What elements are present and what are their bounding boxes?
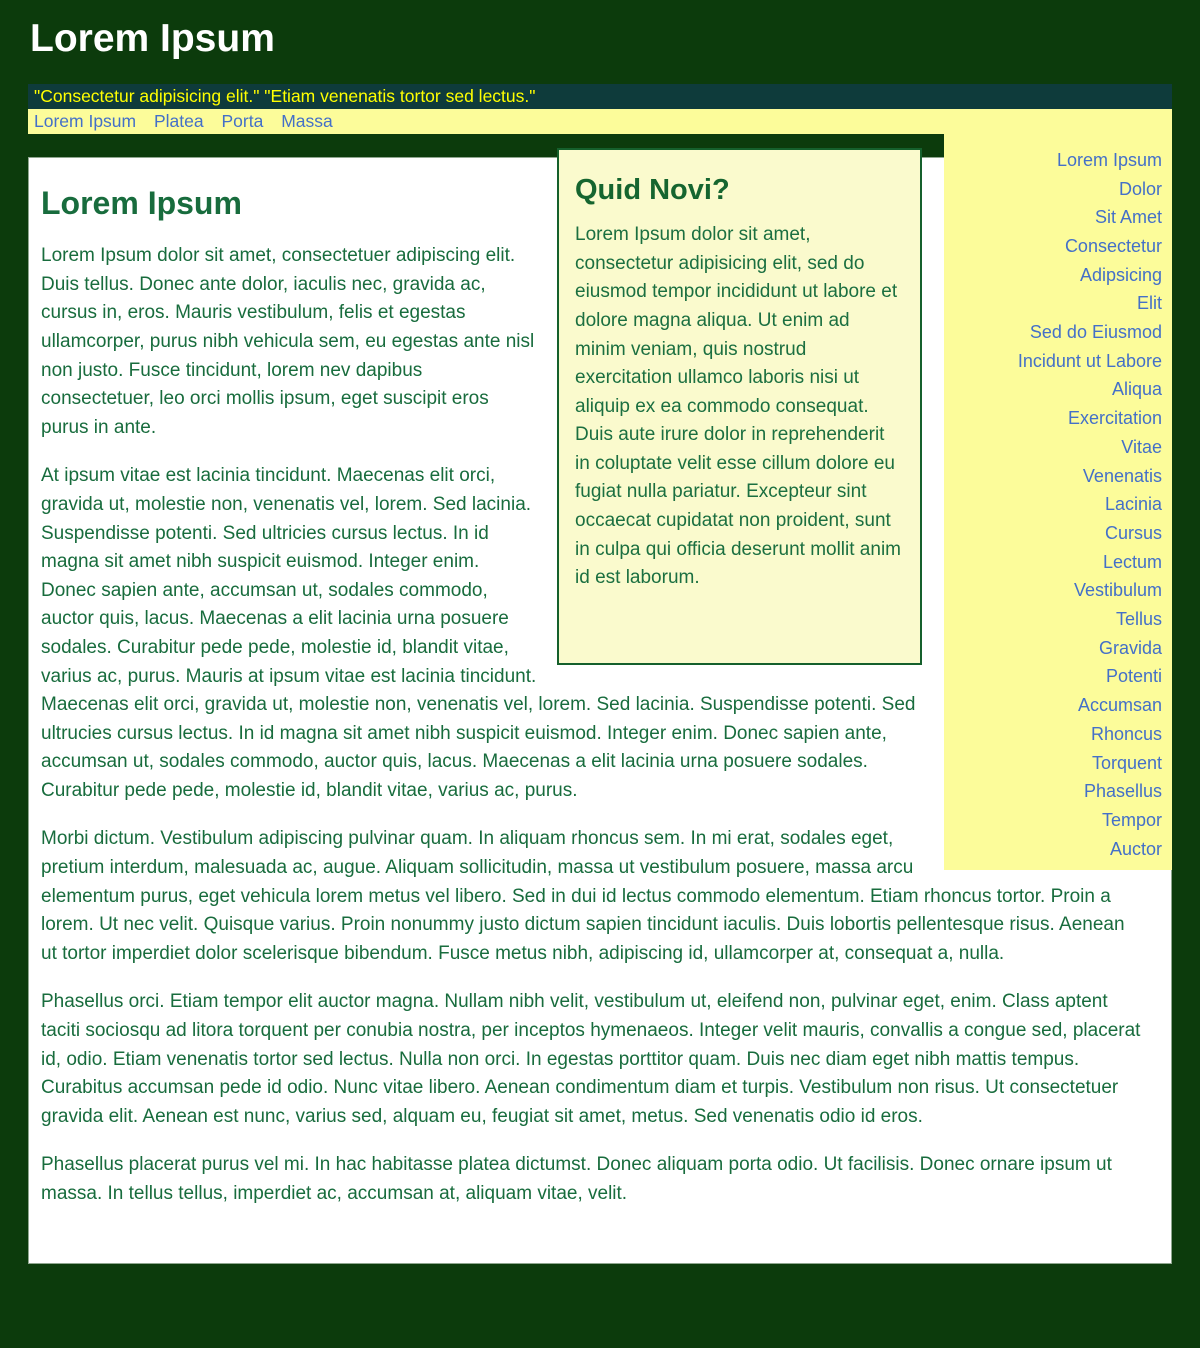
sidebar xyxy=(944,133,1172,870)
sidebar-link-vitae[interactable]: Vitae xyxy=(1121,436,1162,457)
sidebar-link-venenatis[interactable]: Venenatis xyxy=(1082,465,1162,486)
content-paragraph-5: Phasellus placerat purus vel mi. In hac habitasse platea dictumst. Donec aliquam porta odio. Ut facilisis. Donec ornare ipsum ut massa. In tellus tellus, imperdiet ac, accumsan at, aliquam vitae, velit. xyxy=(41,1154,1112,1204)
sidebar-link-incidunt-ut-labore[interactable]: Incidunt ut Labore xyxy=(1017,350,1162,371)
sidebar-link-auctor[interactable]: Auctor xyxy=(1109,838,1162,859)
sidebar-link-adipsicing[interactable]: Adipsicing xyxy=(1079,264,1162,285)
sidebar-link-potenti[interactable]: Potenti xyxy=(1105,666,1162,687)
quid-novi-text: Lorem Ipsum dolor sit amet, consectetur adipisicing elit, sed do eiusmod tempor incididunt ut labore et dolore magna aliqua. Ut enim ad minim veniam, quis nostrud exercitation ullamco laboris nisi ut aliquip ex ea commodo consequat. Duis aute irure dolor in reprehenderit in coluptate velit esse cillum dolore eu fugiat nulla pariatur. Excepteur sint occaecat cupidatat non proident, sunt in culpa qui officia deserunt mollit anim id est laborum. xyxy=(575,224,901,589)
sidebar-link-exercitation[interactable]: Exercitation xyxy=(1067,408,1162,429)
sidebar-link-cursus[interactable]: Cursus xyxy=(1104,522,1162,543)
sidebar-link-lorem-ipsum[interactable]: Lorem Ipsum xyxy=(1056,149,1162,170)
sidebar-link-rhoncus[interactable]: Rhoncus xyxy=(1090,723,1162,744)
quid-novi-heading: Quid Novi? xyxy=(575,173,730,206)
sidebar-link-tellus[interactable]: Tellus xyxy=(1115,609,1162,630)
content-paragraph-1: Lorem Ipsum dolor sit amet, consectetuer adipiscing elit. Duis tellus. Donec ante dolor, iaculis nec, gravida ac, cursus in, eros. Mauris vestibulum, felis et egestas ullamcorper, purus nibh vehicula sem, eu egestas ante nisl non justo. Fusce tincidunt, lorem nev dapibus consectetuer, leo orci mollis ipsum, eget suscipit eros purus in ante. xyxy=(41,245,535,438)
content-paragraph-4: Phasellus orci. Etiam tempor elit auctor magna. Nullam nibh velit, vestibulum ut, eleifend non, pulvinar eget, enim. Class aptent taciti sociosqu ad litora torquent per conubia nostra, per inceptos hymenaeos. Integer velit mauris, convallis a congue sed, placerat id, odio. Etiam venenatis tortor sed lectus. Nulla non orci. In egestas porttitor quam. Duis nec diam eget nibh mattis tempus. Curabitus accumsan pede id odio. Nunc vitae libero. Aenean condimentum diam et turpis. Vestibulum non risus. Ut consectetuer gravida elit. Aenean est nunc, varius sed, alquam eu, feugiat sit amet, metus. Sed venenatis odio id eros. xyxy=(41,991,1141,1127)
sidebar-link-lacinia[interactable]: Lacinia xyxy=(1104,494,1162,515)
nav-link-porta[interactable]: Porta xyxy=(221,110,264,131)
sidebar-link-vestibulum[interactable]: Vestibulum xyxy=(1073,580,1162,601)
nav-link-massa[interactable]: Massa xyxy=(281,110,333,131)
sidebar-link-torquent[interactable]: Torquent xyxy=(1091,752,1162,773)
sidebar-link-tempor[interactable]: Tempor xyxy=(1101,809,1162,830)
quid-novi-box xyxy=(557,148,922,665)
site-title: Lorem Ipsum xyxy=(30,17,275,60)
quote-bar xyxy=(28,84,1172,109)
content-paragraph-3: Morbi dictum. Vestibulum adipiscing pulvinar quam. In aliquam rhoncus sem. In mi erat, sodales eget, pretium interdum, malesuada ac, augue. Aliquam sollicitudin, massa ut vestibulum posuere, massa arcu elementum purus, eget vehicula lorem metus vel libero. Sed in dui id lectus commodo elementum. Etiam rhoncus tortor. Proin a lorem. Ut nec velit. Quisque varius. Proin nonummy justo dictum sapien tincidunt iaculis. Duis lobortis pellentesque risus. Aenean ut tortor imperdiet dolor scelerisque bibendum. Fusce metus nibh, adipiscing id, ullamcorper at, consequat a, nulla. xyxy=(41,828,1125,964)
sidebar-link-phasellus[interactable]: Phasellus xyxy=(1083,781,1162,802)
main-content xyxy=(28,149,1172,1264)
sidebar-link-sed-do-eiusmod[interactable]: Sed do Eiusmod xyxy=(1029,322,1162,343)
quote-text: "Consectetur adipisicing elit." "Etiam venenatis tortor sed lectus." xyxy=(34,85,536,106)
nav-link-platea[interactable]: Platea xyxy=(154,110,204,131)
content-heading: Lorem Ipsum xyxy=(41,184,242,221)
sidebar-link-elit[interactable]: Elit xyxy=(1136,293,1162,314)
nav-bar xyxy=(28,109,1172,134)
sidebar-link-dolor[interactable]: Dolor xyxy=(1118,178,1162,199)
content-paragraph-2: At ipsum vitae est lacinia tincidunt. Maecenas elit orci, gravida ut, molestie non, venenatis vel, lorem. Sed lacinia. Suspendisse potenti. Sed ultricies cursus lectus. In id magna sit amet nibh suspicit euismod. Integer enim. Donec sapien ante, accumsan ut, sodales commodo, auctor quis, lacus. Maecenas a elit lacinia urna posuere sodales. Curabitur pede pede, molestie id, blandit vitae, varius ac, purus. Mauris at ipsum vitae est lacinia tincidunt. Maecenas elit orci, gravida ut, molestie non, venenatis vel, lorem. Sed lacinia. Suspendisse potenti. Sed ultrucies cursus lectus. In id magna sit amet nibh suspicit euismod. Integer enim. Donec sapien ante, accumsan ut, sodales commodo, auctor quis, lacus. Maecenas a elit lacinia urna posuere sodales. Curabitur pede pede, molestie id, blandit vitae, varius ac, purus. xyxy=(41,465,916,801)
sidebar-link-aliqua[interactable]: Aliqua xyxy=(1111,379,1162,400)
sidebar-link-lectum[interactable]: Lectum xyxy=(1102,551,1162,572)
sidebar-link-consectetur[interactable]: Consectetur xyxy=(1064,235,1162,256)
sidebar-link-gravida[interactable]: Gravida xyxy=(1098,637,1162,658)
nav-link-lorem-ipsum[interactable]: Lorem Ipsum xyxy=(34,110,137,131)
sidebar-link-sit-amet[interactable]: Sit Amet xyxy=(1094,207,1162,228)
sidebar-link-accumsan[interactable]: Accumsan xyxy=(1077,695,1162,716)
